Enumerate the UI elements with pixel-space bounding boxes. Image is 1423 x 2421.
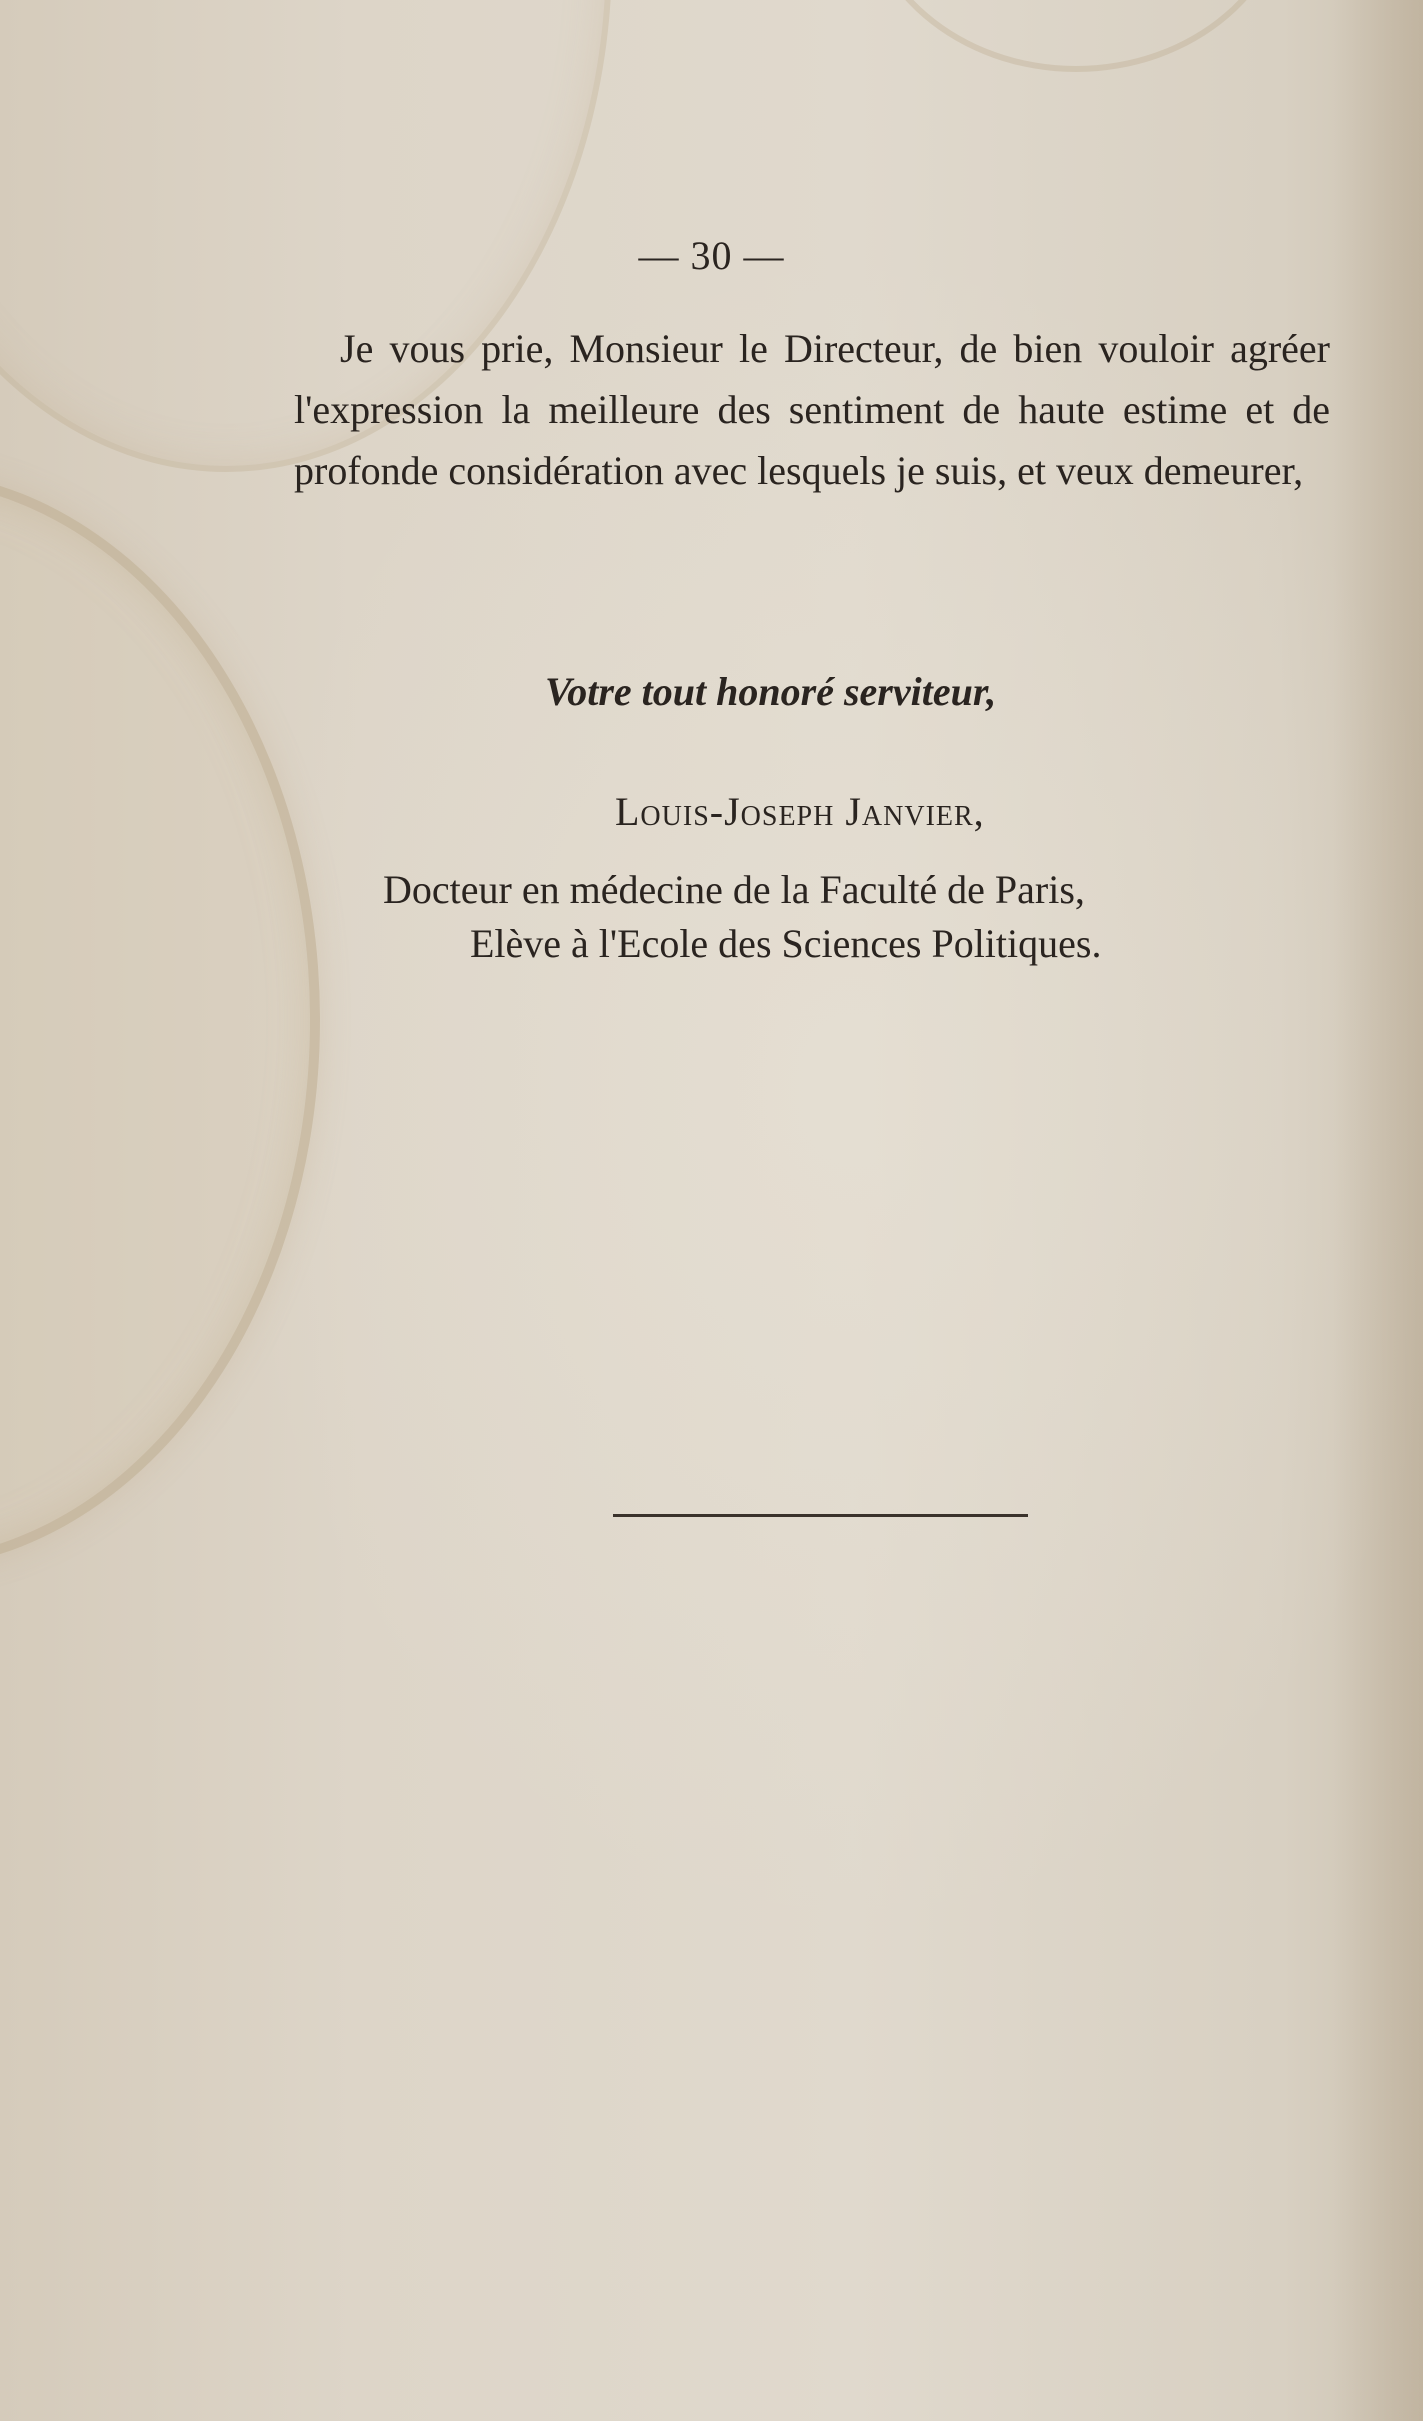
letter-body bbox=[294, 318, 1330, 501]
section-divider-rule bbox=[613, 1514, 1028, 1517]
page-number: — 30 — bbox=[638, 233, 785, 278]
author-credential: Docteur en médecine de la Faculté de Paris, bbox=[383, 867, 1085, 912]
page-edge-shadow bbox=[1333, 0, 1423, 2421]
author-credential: Elève à l'Ecole des Sciences Politiques. bbox=[470, 921, 1102, 966]
body-paragraph: Je vous prie, Monsieur le Directeur, de bien vouloir agréer l'expression la meilleure des sentiment de haute estime et de profonde considération avec lesquels je suis, et veux demeurer, bbox=[294, 326, 1330, 493]
water-stain bbox=[0, 470, 320, 1570]
author-signature: Louis-Joseph Janvier, bbox=[615, 789, 985, 834]
closing-salutation: Votre tout honoré serviteur, bbox=[545, 669, 997, 714]
water-stain bbox=[860, 0, 1292, 72]
